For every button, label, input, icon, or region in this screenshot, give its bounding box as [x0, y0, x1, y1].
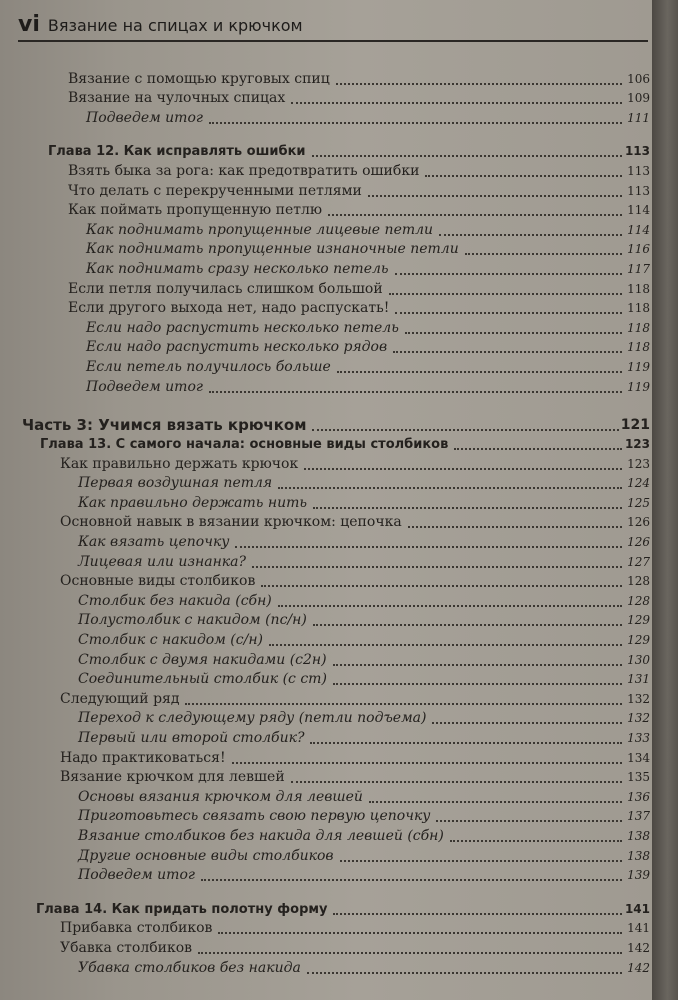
toc-entry-title: Подведем итог	[78, 867, 195, 884]
toc-page-number: 116	[627, 242, 650, 257]
page-edge	[652, 0, 678, 1000]
toc-section-entry	[0, 918, 650, 938]
toc-entry-title: Если петель получилось больше	[86, 358, 331, 375]
toc-section-entry	[0, 298, 650, 318]
toc-subsection-entry	[0, 590, 650, 610]
header-rule	[18, 40, 648, 42]
toc-entry-title: Следующий ряд	[60, 690, 180, 707]
toc-entry-title: Как поднимать пропущенные изнаночные петли	[86, 241, 459, 258]
toc-subsection-entry	[0, 531, 650, 551]
toc-page-number: 125	[627, 495, 650, 510]
toc-page-number: 111	[627, 110, 650, 125]
toc-entry-title: Если надо распустить несколько петель	[86, 319, 399, 336]
toc-entry-title: Соединительный столбик (с ст)	[78, 671, 327, 688]
toc-page-number: 126	[627, 515, 650, 530]
toc-entry-title: Подведем итог	[86, 378, 203, 395]
toc-entry-title: Первая воздушная петля	[78, 475, 273, 492]
running-header	[18, 12, 303, 38]
toc-entry-title: Первый или второй столбик?	[78, 730, 305, 746]
toc-section-entry	[0, 571, 650, 591]
dot-leader	[333, 913, 622, 915]
toc-page-number: 142	[627, 940, 650, 955]
toc-subsection-entry	[0, 825, 650, 845]
toc-entry-title: Подведем итог	[86, 109, 203, 126]
toc-chapter-entry	[0, 141, 650, 161]
toc-page-number: 106	[627, 71, 650, 86]
toc-page-number: 118	[627, 320, 650, 335]
toc-subsection-entry	[0, 845, 650, 865]
dot-leader	[395, 273, 622, 275]
toc-part-entry	[0, 410, 650, 434]
dot-leader	[252, 566, 622, 568]
toc-entry-title: Как поднимать пропущенные лицевые петли	[86, 221, 434, 238]
toc-section-entry	[0, 68, 650, 88]
toc-page-number: 136	[627, 789, 650, 804]
toc-entry-title: Основные виды столбиков	[60, 573, 256, 590]
dot-leader	[336, 83, 622, 85]
dot-leader	[310, 742, 622, 744]
dot-leader	[425, 175, 622, 177]
dot-leader	[439, 234, 622, 236]
toc-subsection-entry	[0, 649, 650, 669]
toc-section-entry	[0, 278, 650, 298]
toc-page-number: 130	[627, 652, 650, 667]
toc-subsection-entry	[0, 258, 650, 278]
dot-leader	[307, 972, 622, 974]
toc-subsection-entry	[0, 551, 650, 571]
dot-leader	[198, 952, 622, 954]
toc-page-number: 118	[627, 340, 650, 355]
toc-subsection-entry	[0, 865, 650, 885]
table-of-contents	[0, 68, 650, 977]
toc-section-entry	[0, 512, 650, 532]
toc-section-entry	[0, 937, 650, 957]
toc-subsection-entry	[0, 708, 650, 728]
page-number: vi	[18, 12, 40, 37]
toc-entry-title: Вязание столбиков без накида для левшей (сбн)	[78, 827, 444, 844]
section-gap	[0, 396, 650, 410]
toc-page-number: 131	[627, 672, 650, 687]
toc-subsection-entry	[0, 376, 650, 396]
toc-subsection-entry	[0, 806, 650, 826]
dot-leader	[313, 507, 622, 509]
dot-leader	[278, 487, 622, 489]
toc-section-entry	[0, 688, 650, 708]
dot-leader	[389, 293, 622, 295]
toc-page-number: 113	[627, 183, 650, 198]
section-gap	[0, 884, 650, 898]
toc-entry-title: Столбик с накидом (с/н)	[78, 632, 264, 649]
toc-section-entry	[0, 88, 650, 108]
toc-chapter-entry	[0, 898, 650, 918]
toc-page-number: 118	[627, 281, 650, 296]
dot-leader	[291, 102, 622, 104]
toc-entry-title: Как поймать пропущенную петлю	[68, 202, 323, 219]
dot-leader	[313, 624, 622, 626]
toc-entry-title: Глава 13. С самого начала: основные виды столбиков	[40, 437, 449, 453]
dot-leader	[261, 585, 622, 587]
toc-page-number: 129	[627, 633, 650, 648]
toc-page-number: 118	[627, 301, 650, 316]
toc-page-number: 129	[627, 613, 650, 628]
dot-leader	[304, 468, 622, 470]
dot-leader	[436, 820, 622, 822]
dot-leader	[333, 664, 622, 666]
toc-page-number: 132	[627, 691, 650, 706]
toc-page-number: 123	[624, 437, 650, 452]
dot-leader	[328, 214, 622, 216]
toc-page-number: 126	[627, 535, 650, 550]
toc-subsection-entry	[0, 727, 650, 747]
toc-section-entry	[0, 747, 650, 767]
toc-page-number: 128	[627, 574, 650, 589]
toc-entry-title: Если другого выхода нет, надо распускать!	[68, 300, 390, 317]
dot-leader	[185, 703, 622, 705]
toc-entry-title: Если надо распустить несколько рядов	[86, 339, 388, 356]
toc-entry-title: Переход к следующему ряду (петли подъема)	[78, 710, 427, 727]
toc-entry-title: Убавка столбиков без накида	[78, 959, 301, 976]
toc-page-number: 132	[627, 711, 650, 726]
toc-page-number: 128	[627, 593, 650, 608]
dot-leader	[209, 122, 622, 124]
toc-page-number: 127	[627, 554, 650, 569]
toc-subsection-entry	[0, 610, 650, 630]
dot-leader	[405, 332, 622, 334]
toc-page-number: 119	[627, 359, 650, 374]
toc-entry-title: Лицевая или изнанка?	[78, 553, 247, 570]
toc-page-number: 141	[624, 901, 650, 916]
toc-entry-title: Другие основные виды столбиков	[78, 847, 334, 864]
toc-page-number: 133	[627, 731, 650, 745]
toc-page-number: 142	[627, 960, 650, 975]
toc-section-entry	[0, 160, 650, 180]
toc-page-number: 123	[627, 456, 650, 471]
toc-entry-title: Вязание с помощью круговых спиц	[68, 70, 330, 87]
dot-leader	[269, 644, 622, 646]
toc-section-entry	[0, 180, 650, 200]
toc-page-number: 117	[627, 261, 650, 276]
toc-subsection-entry	[0, 786, 650, 806]
dot-leader	[312, 155, 622, 157]
dot-leader	[450, 840, 622, 842]
toc-subsection-entry	[0, 239, 650, 259]
running-title: Вязание на спицах и крючком	[47, 16, 303, 35]
toc-subsection-entry	[0, 107, 650, 127]
dot-leader	[312, 429, 618, 431]
toc-page-number: 138	[627, 848, 650, 863]
dot-leader	[465, 253, 622, 255]
toc-subsection-entry	[0, 356, 650, 376]
toc-entry-title: Часть 3: Учимся вязать крючком	[22, 415, 307, 434]
toc-page-number: 137	[627, 809, 650, 824]
toc-section-entry	[0, 453, 650, 473]
toc-entry-title: Столбик с двумя накидами (с2н)	[78, 651, 327, 668]
dot-leader	[232, 762, 622, 764]
toc-entry-title: Надо практиковаться!	[60, 749, 226, 766]
dot-leader	[333, 683, 622, 685]
toc-entry-title: Как поднимать сразу несколько петель	[86, 260, 389, 277]
toc-entry-title: Основы вязания крючком для левшей	[78, 788, 363, 805]
dot-leader	[408, 526, 622, 528]
dot-leader	[368, 195, 622, 197]
toc-entry-title: Как правильно держать нить	[78, 494, 307, 511]
toc-entry-title: Вязание крючком для левшей	[60, 769, 285, 786]
toc-entry-title: Вязание на чулочных спицах	[68, 90, 286, 107]
section-gap	[0, 127, 650, 141]
dot-leader	[209, 391, 622, 393]
toc-entry-title: Как вязать цепочку	[78, 534, 230, 551]
toc-entry-title: Глава 12. Как исправлять ошибки	[48, 144, 306, 160]
dot-leader	[218, 932, 622, 934]
dot-leader	[454, 448, 622, 450]
toc-subsection-entry	[0, 473, 650, 493]
toc-entry-title: Полустолбик с накидом (пс/н)	[78, 612, 307, 629]
toc-page-number: 139	[627, 868, 650, 883]
toc-entry-title: Глава 14. Как придать полотну форму	[36, 901, 328, 917]
toc-entry-title: Приготовьтесь связать свою первую цепочку	[78, 808, 431, 825]
dot-leader	[291, 781, 622, 783]
toc-subsection-entry	[0, 629, 650, 649]
toc-page-number: 113	[624, 144, 650, 159]
toc-page-number: 135	[627, 770, 650, 785]
dot-leader	[201, 879, 622, 881]
toc-subsection-entry	[0, 669, 650, 689]
toc-chapter-entry	[0, 434, 650, 454]
toc-page-number: 141	[627, 921, 650, 936]
toc-entry-title: Что делать с перекрученными петлями	[68, 182, 362, 199]
toc-entry-title: Убавка столбиков	[60, 939, 193, 956]
toc-page-number: 121	[620, 416, 650, 433]
toc-section-entry	[0, 200, 650, 220]
toc-entry-title: Взять быка за рога: как предотвратить ошибки	[68, 162, 420, 179]
toc-entry-title: Как правильно держать крючок	[60, 455, 299, 472]
dot-leader	[432, 722, 622, 724]
toc-subsection-entry	[0, 492, 650, 512]
toc-entry-title: Основной навык в вязании крючком: цепочка	[60, 514, 402, 531]
toc-subsection-entry	[0, 957, 650, 977]
toc-page-number: 114	[627, 222, 650, 237]
dot-leader	[393, 351, 622, 353]
toc-section-entry	[0, 767, 650, 787]
toc-entry-title: Прибавка столбиков	[60, 920, 213, 937]
dot-leader	[340, 860, 622, 862]
toc-subsection-entry	[0, 317, 650, 337]
dot-leader	[369, 801, 622, 803]
toc-page-number: 113	[627, 163, 650, 178]
dot-leader	[337, 371, 622, 373]
dot-leader	[278, 605, 622, 607]
toc-subsection-entry	[0, 337, 650, 357]
toc-entry-title: Если петля получилась слишком большой	[68, 280, 383, 297]
toc-page-number: 109	[627, 91, 650, 106]
toc-page-number: 138	[627, 828, 650, 843]
toc-subsection-entry	[0, 219, 650, 239]
dot-leader	[395, 312, 622, 314]
toc-page-number: 124	[627, 476, 650, 491]
toc-entry-title: Столбик без накида (сбн)	[78, 592, 272, 609]
toc-page-number: 134	[627, 750, 650, 765]
dot-leader	[235, 546, 622, 548]
toc-page-number: 119	[627, 379, 650, 394]
toc-page-number: 114	[627, 203, 650, 218]
